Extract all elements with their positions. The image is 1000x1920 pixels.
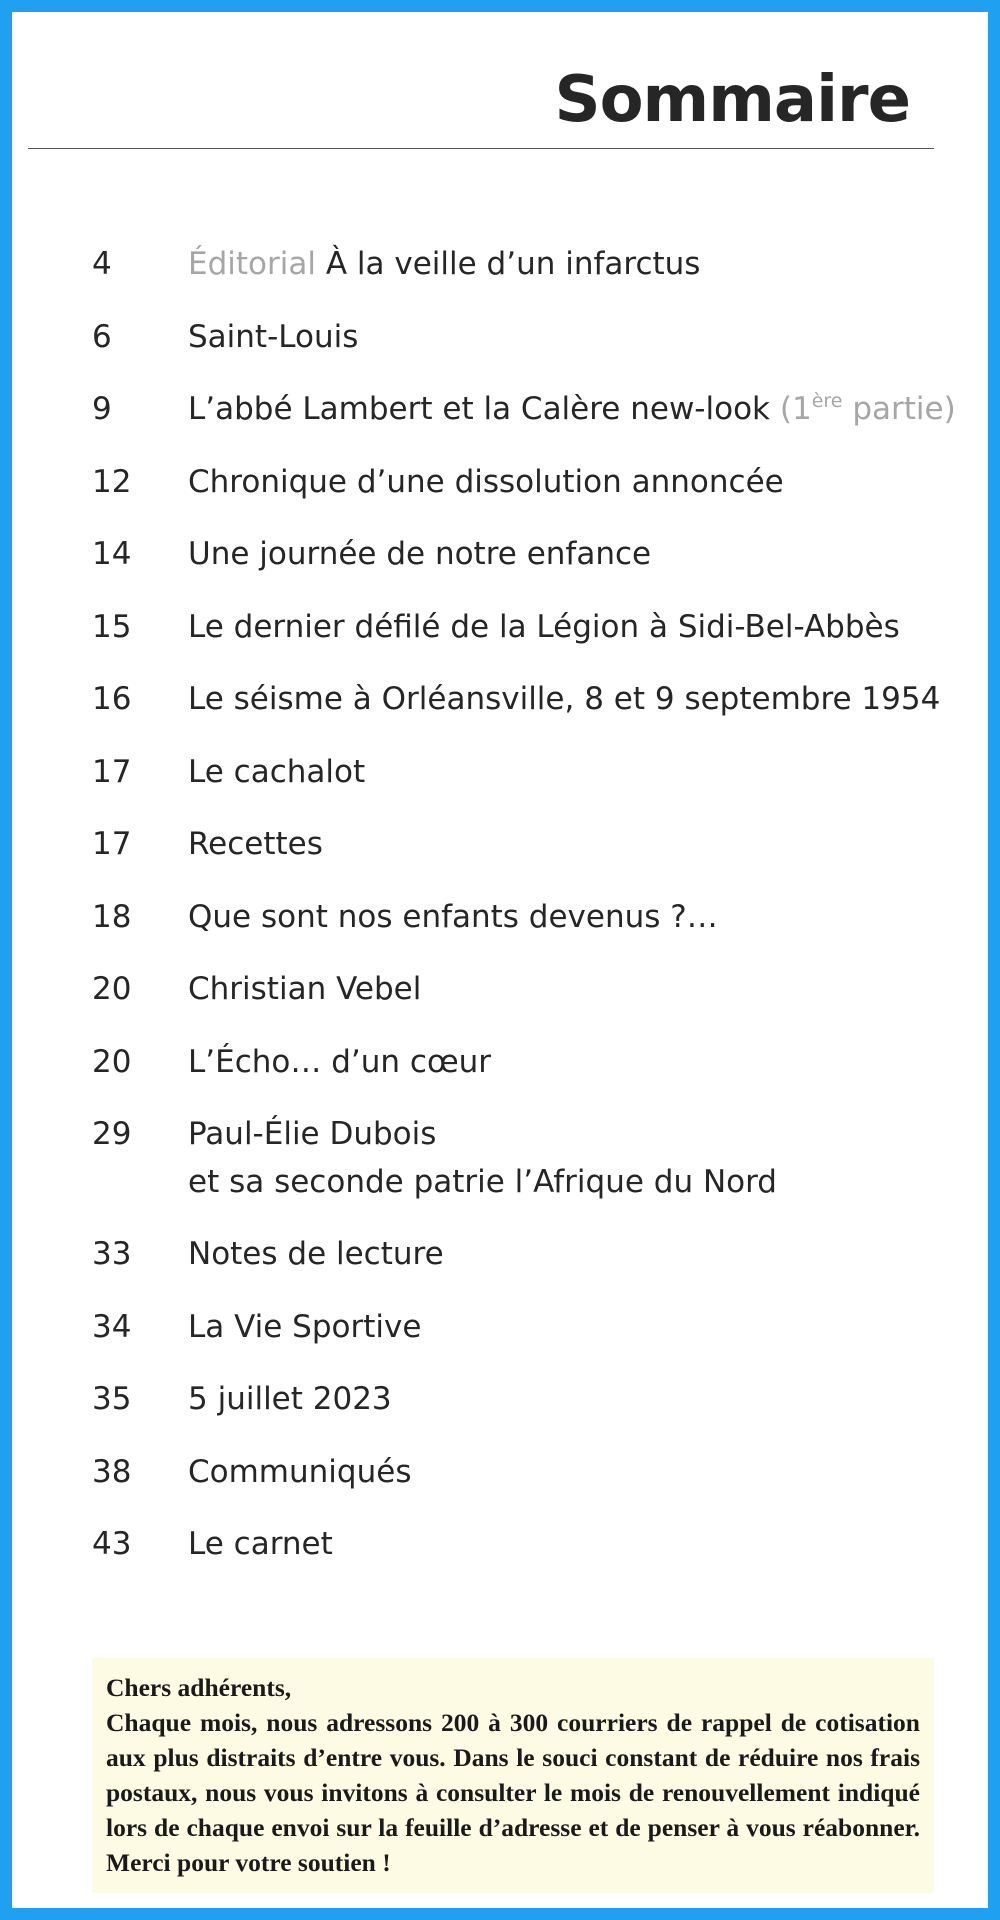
part-note-superscript: ère (811, 390, 843, 412)
toc-page-number: 4 (92, 246, 112, 282)
toc-entry-title: Communiqués (188, 1453, 412, 1490)
toc-entry (92, 1375, 982, 1448)
toc-page-number: 17 (92, 753, 132, 790)
toc-entry-title: Chronique d’une dissolution annoncée (188, 463, 784, 500)
notice-greeting: Chers adhérents, (106, 1673, 292, 1702)
toc-entry (92, 893, 982, 966)
toc-entry (92, 385, 982, 458)
toc-entry-title: La Vie Sportive (188, 1308, 422, 1345)
toc-entry-title: Saint-Louis (188, 318, 359, 355)
toc-entry (92, 603, 982, 676)
toc-entry (92, 530, 982, 603)
toc-entry-title: Paul-Élie Dubois (188, 1116, 437, 1152)
toc-entry-title: Une journée de notre enfance (188, 536, 652, 572)
toc-entry (92, 820, 982, 893)
toc-entry-title: Le carnet (188, 1526, 333, 1562)
toc-entry (92, 458, 982, 531)
toc-entry-title-text: L’abbé Lambert et la Calère new-look (188, 391, 770, 427)
title-divider (28, 148, 934, 149)
toc-entry (92, 1448, 982, 1521)
toc-page-number: 43 (92, 1526, 132, 1562)
toc-entry-title: Le séisme à Orléansville, 8 et 9 septembre 1954 (188, 681, 941, 717)
toc-entry-title: 5 juillet 2023 (188, 1381, 392, 1417)
toc-page-number: 14 (92, 536, 132, 572)
toc-entry-part-note (780, 391, 956, 427)
toc-entry-title-text: À la veille d’un infarctus (325, 246, 701, 282)
part-note-open: (1 (779, 391, 812, 427)
toc-page-number: 16 (92, 681, 132, 717)
toc-entry-title-line2: et sa seconde patrie l’Afrique du Nord (188, 1164, 777, 1200)
toc-entry (92, 1038, 982, 1111)
toc-page-number: 20 (92, 971, 132, 1007)
toc-page-number: 38 (92, 1453, 132, 1490)
toc-entry (92, 748, 982, 821)
toc-page-number: 33 (92, 1236, 132, 1272)
toc-entry-title: Le cachalot (188, 753, 366, 790)
toc-page-number: 20 (92, 1043, 132, 1080)
toc-entry-category: Éditorial (188, 246, 316, 282)
part-note-close: partie) (842, 391, 956, 427)
toc-entry (92, 313, 982, 386)
toc-entry-title: Le dernier défilé de la Légion à Sidi-Bel-Abbès (188, 608, 900, 645)
toc-page-number: 29 (92, 1116, 132, 1152)
notice-body: Chaque mois, nous adressons 200 à 300 courriers de rappel de cotisation aux plus distraits d’entre vous. Dans le souci constant de réduire nos frais postaux, nous vous invitons à consulter le mois de renouvellement indiqué lors de chaque envoi sur la feuille d’adresse et de penser à vous réabonner. Merci pour votre soutien ! (106, 1708, 920, 1877)
toc-entry-title (188, 246, 700, 282)
toc-entry-title: Christian Vebel (188, 971, 422, 1007)
toc-entry (92, 965, 982, 1038)
toc-entry (92, 1230, 982, 1303)
toc-entry (92, 675, 982, 748)
toc-page-number: 17 (92, 826, 132, 862)
toc-page-number: 12 (92, 463, 132, 500)
toc-page-number: 15 (92, 608, 132, 645)
toc-page-number: 6 (92, 318, 112, 355)
toc-entry-title: L’Écho… d’un cœur (188, 1043, 492, 1080)
toc-entry (92, 1303, 982, 1376)
toc-entry (92, 1110, 982, 1230)
page-title: Sommaire (554, 63, 910, 137)
toc-page-number: 9 (92, 391, 112, 427)
toc-page-number: 34 (92, 1308, 132, 1345)
toc-page-number: 35 (92, 1381, 132, 1417)
toc-entry (92, 1520, 982, 1593)
toc-page-number: 18 (92, 898, 132, 935)
table-of-contents (92, 240, 982, 1593)
toc-entry-title: Que sont nos enfants devenus ?… (188, 898, 718, 935)
toc-entry (92, 240, 982, 313)
toc-entry-title: Recettes (188, 826, 323, 862)
membership-notice (92, 1658, 934, 1893)
toc-entry-title: Notes de lecture (188, 1236, 444, 1272)
toc-entry-title (188, 391, 956, 427)
